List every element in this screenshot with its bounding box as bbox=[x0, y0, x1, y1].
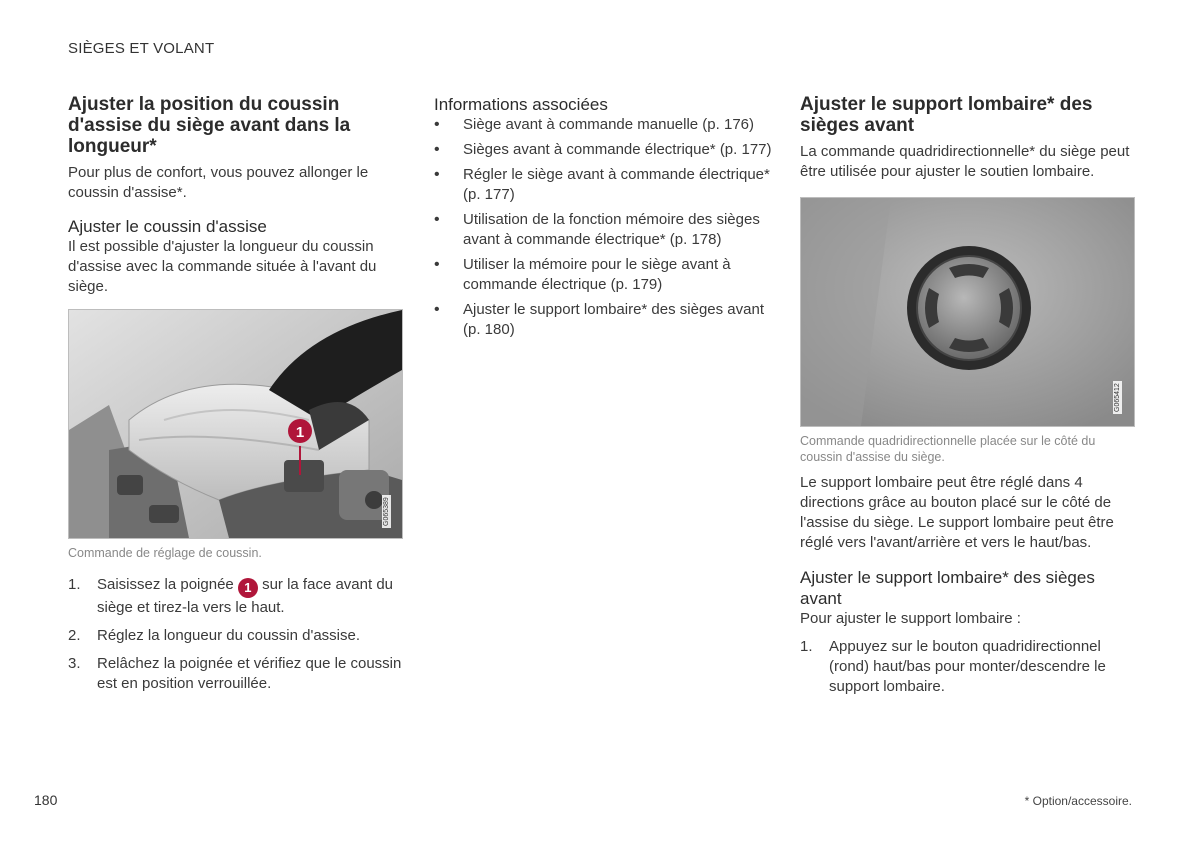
step-number: 1. bbox=[800, 638, 813, 655]
column-lumbar-support bbox=[800, 94, 1135, 705]
seat-cushion-subheading: Ajuster le coussin d'assise bbox=[68, 217, 267, 236]
step-number: 1. bbox=[68, 576, 81, 593]
related-link[interactable]: • Sièges avant à commande électrique* (p. 177) bbox=[434, 140, 774, 160]
step-number: 2. bbox=[68, 627, 81, 644]
related-link[interactable]: • Utilisation de la fonction mémoire des sièges avant à commande électrique* (p. 178) bbox=[434, 210, 774, 250]
step-item bbox=[800, 637, 1135, 697]
column-seat-cushion bbox=[68, 94, 403, 702]
seat-cushion-body: Il est possible d'ajuster la longueur du coussin d'assise avec la commande située à l'avant du siège. bbox=[68, 238, 377, 295]
lumbar-title: Ajuster le support lombaire* des sièges avant bbox=[800, 94, 1093, 136]
lumbar-body: Le support lombaire peut être réglé dans 4 directions grâce au bouton placé sur le côté de l'assise du siège. Le support lombaire peut être réglé vers l'avant/arrière et vers le haut/bas. bbox=[800, 474, 1114, 551]
page-number: 180 bbox=[34, 792, 58, 808]
related-link[interactable]: • Siège avant à commande manuelle (p. 176) bbox=[434, 115, 774, 135]
seat-cushion-illustration bbox=[69, 310, 402, 538]
related-info-heading: Informations associées bbox=[434, 95, 608, 114]
footnote: * Option/accessoire. bbox=[1024, 794, 1132, 808]
seat-cushion-figure bbox=[68, 309, 403, 539]
step-text: Réglez la longueur du coussin d'assise. bbox=[97, 627, 361, 644]
seat-cushion-title: Ajuster la position du coussin d'assise du siège avant dans la longueur* bbox=[68, 94, 351, 157]
step-text: Relâchez la poignée et vérifiez que le coussin est en position verrouillée. bbox=[97, 655, 402, 692]
step-item bbox=[68, 626, 403, 646]
lumbar-subintro: Pour ajuster le support lombaire : bbox=[800, 610, 1021, 627]
lumbar-intro: La commande quadridirectionnelle* du siège peut être utilisée pour ajuster le soutien lombaire. bbox=[800, 143, 1130, 180]
callout-badge: 1 bbox=[238, 578, 258, 598]
figure-callout: 1 bbox=[295, 424, 305, 441]
figure-code: G065389 bbox=[383, 497, 390, 526]
related-link[interactable]: • Ajuster le support lombaire* des sièges avant (p. 180) bbox=[434, 300, 774, 340]
lumbar-steps bbox=[800, 637, 1135, 697]
step-text-before: Saisissez la poignée bbox=[97, 576, 238, 593]
lumbar-subheading: Ajuster le support lombaire* des sièges avant bbox=[800, 568, 1095, 608]
four-way-control-illustration bbox=[801, 198, 1134, 426]
related-link[interactable]: • Utiliser la mémoire pour le siège avant à commande électrique (p. 179) bbox=[434, 255, 774, 295]
column-related-info bbox=[434, 94, 774, 345]
figure-caption: Commande de réglage de coussin. bbox=[68, 546, 262, 560]
lumbar-figure bbox=[800, 197, 1135, 427]
step-item bbox=[68, 575, 403, 618]
step-item bbox=[68, 654, 403, 694]
related-link[interactable]: • Régler le siège avant à commande électrique* (p. 177) bbox=[434, 165, 774, 205]
figure-caption: Commande quadridirectionnelle placée sur le côté du coussin d'assise du siège. bbox=[800, 434, 1096, 464]
step-text-after: sur la face avant du siège et tirez-la vers le haut. bbox=[97, 576, 394, 616]
seat-cushion-steps bbox=[68, 575, 403, 694]
seat-cushion-intro: Pour plus de confort, vous pouvez allonger le coussin d'assise*. bbox=[68, 164, 369, 201]
step-text: Appuyez sur le bouton quadridirectionnel (rond) haut/bas pour monter/descendre le support lombaire. bbox=[829, 638, 1106, 695]
related-info-list bbox=[434, 115, 774, 340]
step-number: 3. bbox=[68, 655, 81, 672]
figure-code: G065412 bbox=[1114, 383, 1121, 412]
section-title: SIÈGES ET VOLANT bbox=[68, 40, 215, 57]
